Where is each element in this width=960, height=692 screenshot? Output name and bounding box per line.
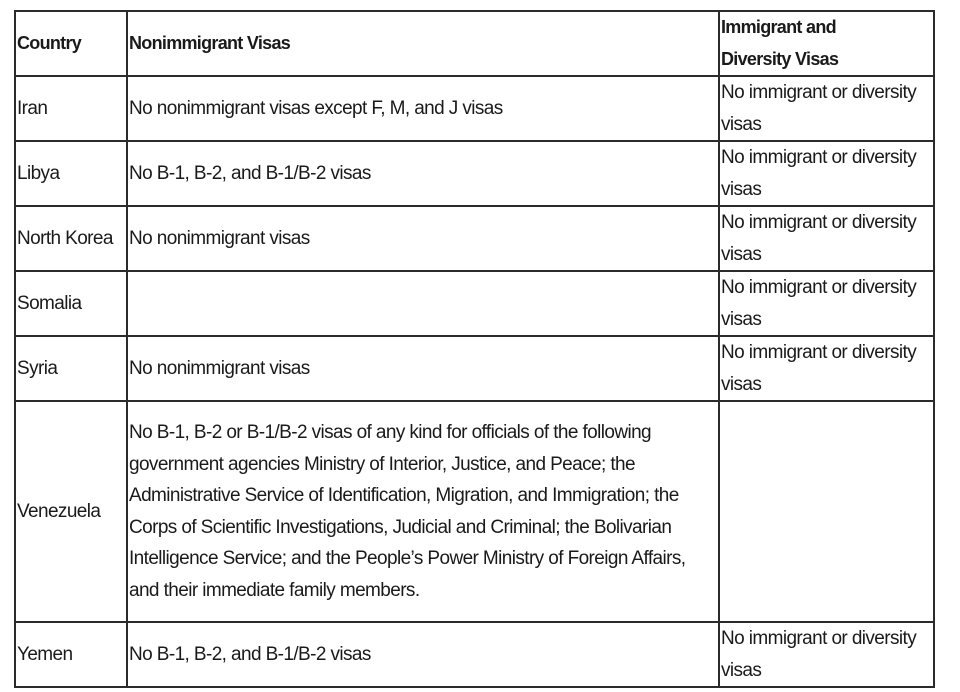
cell-country: Yemen <box>15 622 127 687</box>
cell-immigrant: No immigrant or diversity visas <box>719 76 934 141</box>
table-row <box>15 141 934 206</box>
cell-nonimmigrant: No B-1, B-2, and B-1/B-2 visas <box>127 622 719 687</box>
cell-nonimmigrant: No nonimmigrant visas <box>127 336 719 401</box>
header-immigrant-diversity-visas <box>719 11 934 76</box>
cell-nonimmigrant: No B-1, B-2 or B-1/B-2 visas of any kind for officials of the following government agencies Ministry of Interior, Justice, and Peace; the Administrative Service of Identification, Migration, and Immigration; the Corps of Scientific Investigations, Judicial and Criminal; the Bolivarian Intelligence Service; and the People’s Power Ministry of Foreign Affairs, and their immediate family members. <box>127 401 719 622</box>
table-row <box>15 401 934 622</box>
cell-nonimmigrant <box>127 271 719 336</box>
cell-immigrant: No immigrant or diversity visas <box>719 271 934 336</box>
table-row <box>15 76 934 141</box>
cell-country: Syria <box>15 336 127 401</box>
cell-country: North Korea <box>15 206 127 271</box>
table-row <box>15 271 934 336</box>
cell-country: Somalia <box>15 271 127 336</box>
cell-immigrant: No immigrant or diversity visas <box>719 622 934 687</box>
cell-nonimmigrant: No nonimmigrant visas <box>127 206 719 271</box>
table-row <box>15 622 934 687</box>
table-row <box>15 336 934 401</box>
cell-nonimmigrant: No nonimmigrant visas except F, M, and J visas <box>127 76 719 141</box>
cell-immigrant: No immigrant or diversity visas <box>719 206 934 271</box>
cell-immigrant <box>719 401 934 622</box>
cell-immigrant: No immigrant or diversity visas <box>719 141 934 206</box>
header-immigrant-line2: Diversity Visas <box>721 48 839 69</box>
cell-country: Venezuela <box>15 401 127 622</box>
cell-country: Libya <box>15 141 127 206</box>
cell-nonimmigrant: No B-1, B-2, and B-1/B-2 visas <box>127 141 719 206</box>
header-immigrant-line1: Immigrant and <box>721 17 836 37</box>
visa-restrictions-table <box>14 10 935 688</box>
table-row <box>15 206 934 271</box>
cell-immigrant: No immigrant or diversity visas <box>719 336 934 401</box>
header-country: Country <box>15 11 127 76</box>
cell-country: Iran <box>15 76 127 141</box>
header-nonimmigrant-visas: Nonimmigrant Visas <box>127 11 719 76</box>
table-header-row <box>15 11 934 76</box>
